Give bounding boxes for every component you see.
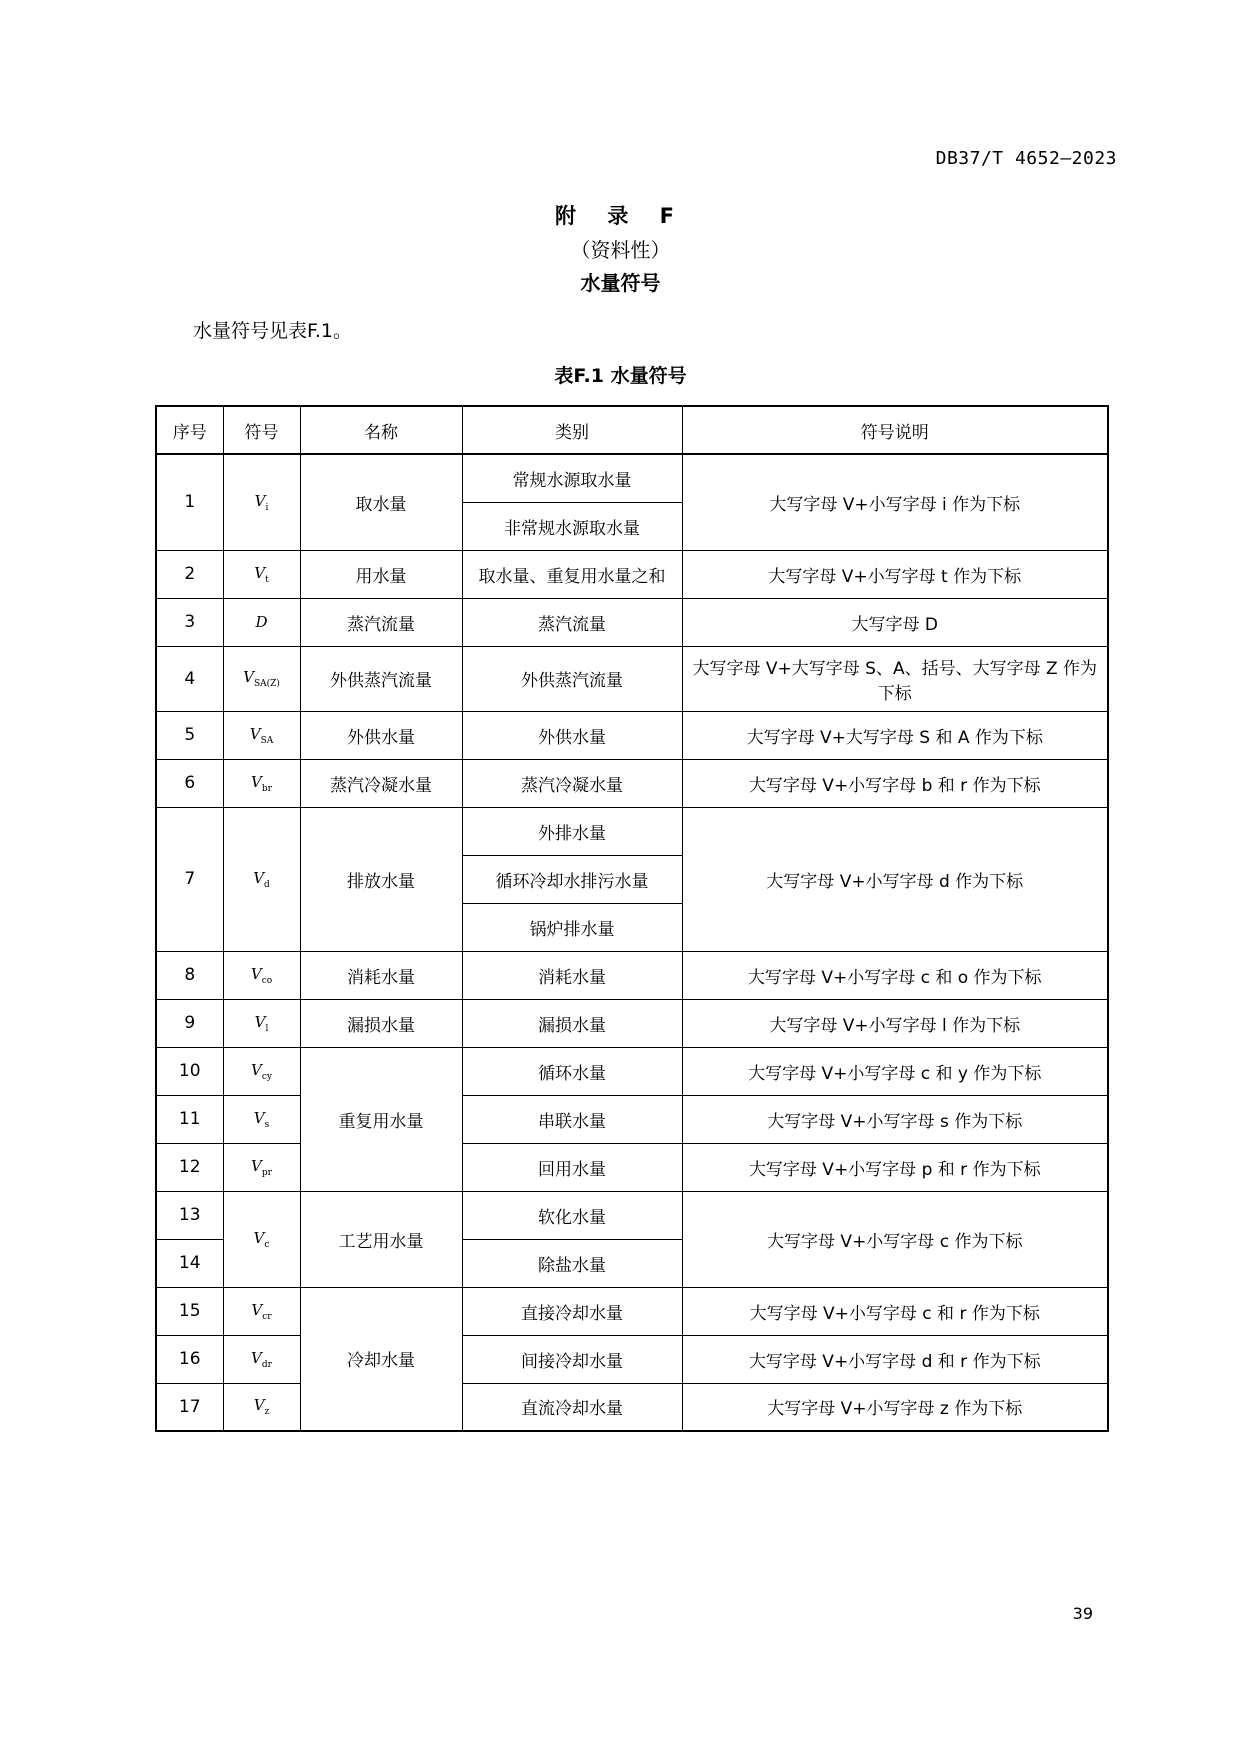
- table-row: [156, 598, 1108, 646]
- appendix-title: 附 录 F: [555, 204, 686, 228]
- row-name: 外供蒸汽流量: [300, 646, 462, 711]
- row-symbol: D: [223, 598, 300, 646]
- row-category: 蒸汽流量: [462, 598, 682, 646]
- water-symbol-table: [155, 405, 1109, 1432]
- row-name: 重复用水量: [300, 1047, 462, 1191]
- row-no: 3: [156, 598, 223, 646]
- row-name: 消耗水量: [300, 951, 462, 999]
- row-name: 外供水量: [300, 711, 462, 759]
- table-row: [156, 1383, 1108, 1431]
- row-name: 蒸汽冷凝水量: [300, 759, 462, 807]
- intro-text: 水量符号见表F.1。: [193, 320, 353, 342]
- table-header-row: [156, 406, 1108, 454]
- table-row: [156, 1143, 1108, 1191]
- table-row: [156, 550, 1108, 598]
- table-row: [156, 951, 1108, 999]
- header-no: 序号: [156, 406, 223, 454]
- row-symbol: $V_{cy}$: [223, 1047, 300, 1095]
- row-symbol: $V_d$: [223, 807, 300, 951]
- row-symbol: $V_{SA}$: [223, 711, 300, 759]
- table-row: [156, 807, 1108, 855]
- row-category: 回用水量: [462, 1143, 682, 1191]
- row-name: 蒸汽流量: [300, 598, 462, 646]
- document-code: DB37/T 4652—2023: [935, 148, 1117, 169]
- row-no: 10: [156, 1047, 223, 1095]
- table-row: [156, 1095, 1108, 1143]
- row-name: 取水量: [300, 454, 462, 550]
- row-no: 12: [156, 1143, 223, 1191]
- row-category: 外供水量: [462, 711, 682, 759]
- header-category: 类别: [462, 406, 682, 454]
- row-symbol: $V_{br}$: [223, 759, 300, 807]
- row-description: 大写字母 V+大写字母 S、A、括号、大写字母 Z 作为下标: [682, 646, 1108, 711]
- row-no: 2: [156, 550, 223, 598]
- row-description: 大写字母 V+小写字母 l 作为下标: [682, 999, 1108, 1047]
- row-description: 大写字母 V+大写字母 S 和 A 作为下标: [682, 711, 1108, 759]
- row-symbol: $V_c$: [223, 1191, 300, 1287]
- header-name: 名称: [300, 406, 462, 454]
- row-description: 大写字母 V+小写字母 c 和 r 作为下标: [682, 1287, 1108, 1335]
- row-description: 大写字母 V+小写字母 c 和 y 作为下标: [682, 1047, 1108, 1095]
- table-row: [156, 999, 1108, 1047]
- row-no: 6: [156, 759, 223, 807]
- table-row: [156, 1335, 1108, 1383]
- row-description: 大写字母 V+小写字母 d 作为下标: [682, 807, 1108, 951]
- row-name: 漏损水量: [300, 999, 462, 1047]
- row-no: 8: [156, 951, 223, 999]
- row-symbol: $V_s$: [223, 1095, 300, 1143]
- row-no: 11: [156, 1095, 223, 1143]
- row-category: 除盐水量: [462, 1239, 682, 1287]
- row-symbol: $V_{cr}$: [223, 1287, 300, 1335]
- row-no: 15: [156, 1287, 223, 1335]
- row-description: 大写字母 V+小写字母 s 作为下标: [682, 1095, 1108, 1143]
- row-description: 大写字母 V+小写字母 c 作为下标: [682, 1191, 1108, 1287]
- table-row: [156, 1287, 1108, 1335]
- row-no: 7: [156, 807, 223, 951]
- row-category: 直流冷却水量: [462, 1383, 682, 1431]
- row-category: 循环冷却水排污水量: [462, 855, 682, 903]
- row-description: 大写字母 V+小写字母 c 和 o 作为下标: [682, 951, 1108, 999]
- row-symbol: $V_l$: [223, 999, 300, 1047]
- row-no: 16: [156, 1335, 223, 1383]
- table-row: [156, 1191, 1108, 1239]
- row-category: 锅炉排水量: [462, 903, 682, 951]
- row-no: 9: [156, 999, 223, 1047]
- row-category: 直接冷却水量: [462, 1287, 682, 1335]
- row-symbol: $V_t$: [223, 550, 300, 598]
- row-description: 大写字母 V+小写字母 b 和 r 作为下标: [682, 759, 1108, 807]
- row-symbol: $V_{pr}$: [223, 1143, 300, 1191]
- row-symbol: $V_z$: [223, 1383, 300, 1431]
- table-row: [156, 711, 1108, 759]
- row-category: 非常规水源取水量: [462, 502, 682, 550]
- row-no: 17: [156, 1383, 223, 1431]
- row-no: 4: [156, 646, 223, 711]
- row-symbol: $V_{dr}$: [223, 1335, 300, 1383]
- table-row: [156, 454, 1108, 502]
- row-category: 外排水量: [462, 807, 682, 855]
- row-description: 大写字母 V+小写字母 t 作为下标: [682, 550, 1108, 598]
- row-description: 大写字母 V+小写字母 d 和 r 作为下标: [682, 1335, 1108, 1383]
- table-row: [156, 759, 1108, 807]
- row-description: 大写字母 V+小写字母 i 作为下标: [682, 454, 1108, 550]
- row-description: 大写字母 D: [682, 598, 1108, 646]
- page-number: 39: [1072, 1604, 1093, 1623]
- header-symbol: 符号: [223, 406, 300, 454]
- row-name: 排放水量: [300, 807, 462, 951]
- appendix-type: （资料性）: [570, 238, 671, 262]
- row-category: 循环水量: [462, 1047, 682, 1095]
- row-no: 14: [156, 1239, 223, 1287]
- row-no: 13: [156, 1191, 223, 1239]
- row-category: 消耗水量: [462, 951, 682, 999]
- row-name: 用水量: [300, 550, 462, 598]
- row-symbol: $V_i$: [223, 454, 300, 550]
- table-caption: 表F.1 水量符号: [554, 365, 687, 387]
- row-category: 常规水源取水量: [462, 454, 682, 502]
- row-category: 外供蒸汽流量: [462, 646, 682, 711]
- row-category: 串联水量: [462, 1095, 682, 1143]
- row-description: 大写字母 V+小写字母 z 作为下标: [682, 1383, 1108, 1431]
- table-row: [156, 1047, 1108, 1095]
- row-no: 5: [156, 711, 223, 759]
- row-category: 取水量、重复用水量之和: [462, 550, 682, 598]
- row-description: 大写字母 V+小写字母 p 和 r 作为下标: [682, 1143, 1108, 1191]
- row-category: 软化水量: [462, 1191, 682, 1239]
- appendix-name: 水量符号: [580, 271, 661, 295]
- row-symbol: $V_{SA(Z)}$: [223, 646, 300, 711]
- row-category: 间接冷却水量: [462, 1335, 682, 1383]
- row-category: 漏损水量: [462, 999, 682, 1047]
- row-no: 1: [156, 454, 223, 550]
- header-description: 符号说明: [682, 406, 1108, 454]
- table-row: [156, 646, 1108, 711]
- row-name: 冷却水量: [300, 1287, 462, 1431]
- row-name: 工艺用水量: [300, 1191, 462, 1287]
- row-category: 蒸汽冷凝水量: [462, 759, 682, 807]
- row-symbol: $V_{co}$: [223, 951, 300, 999]
